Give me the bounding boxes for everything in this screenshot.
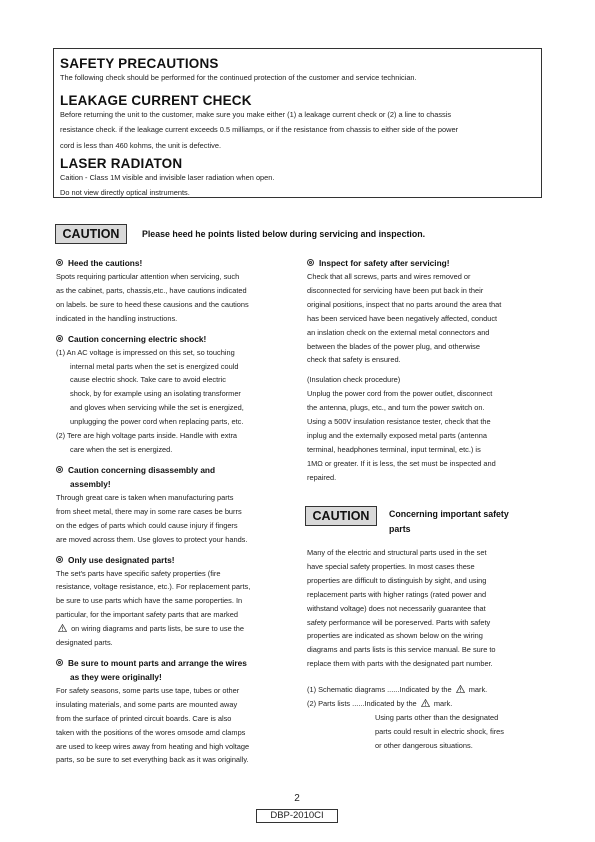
text-line: safety performance will be poreserved. Parts with safety	[307, 617, 491, 627]
double-circle-icon	[56, 556, 63, 563]
safety-intro-text: The following check should be performed for the continued protection of the customer and service technician.	[60, 73, 417, 82]
text-line: on the edges of parts which could cause injury if fingers	[56, 520, 238, 530]
text-line: properties are indicated as shown below on the wiring	[307, 631, 483, 641]
leakage-line: cord is less than 460 kohms, the unit is defective.	[60, 140, 222, 150]
text-line: disconnected for servicing have been put back in their	[307, 285, 484, 295]
inspect-heading	[307, 256, 535, 270]
double-circle-icon	[307, 259, 314, 266]
list-item-parts	[307, 697, 535, 711]
text-line: mark.	[433, 699, 453, 709]
text-line: are used to keep wires away from heating and high voltage	[56, 741, 250, 751]
text-line: Using parts other than the designated	[375, 712, 499, 722]
text-line: internal metal parts when the set is energized could	[70, 361, 239, 371]
text-line-with-icon	[56, 622, 284, 636]
designated-heading	[56, 553, 284, 567]
double-circle-icon	[56, 466, 63, 473]
text-line: have special safety properties. In most cases these	[307, 561, 475, 571]
heed-heading	[56, 256, 284, 270]
text-line: Check that all screws, parts and wires removed or	[307, 272, 471, 281]
text-line: diagrams and parts lists is this service manual. Be sure to	[307, 645, 496, 655]
inspect-title: Inspect for safety after servicing!	[319, 258, 450, 268]
text-line: check that safety is ensured.	[307, 355, 401, 365]
disassembly-title-cont: assembly!	[70, 478, 111, 489]
text-line: particular, for the important safety parts that are marked	[56, 610, 238, 620]
text-line: Through great care is taken when manufacturing parts	[56, 492, 234, 502]
shock-title: Caution concerning electric shock!	[68, 333, 207, 344]
text-line: replacement parts with higher ratings (rated power and	[307, 589, 487, 599]
mount-heading	[56, 656, 284, 670]
laser-line: Caition - Class 1M visible and invisible laser radiation when open.	[60, 173, 275, 182]
text-line: 1MΩ or greater. If it is less, the set must be inspected and	[307, 458, 496, 468]
text-line: replace them with parts with the designated part number.	[307, 659, 493, 669]
text-line: are moved across them. Use gloves to protect your hands.	[56, 534, 248, 544]
procedure-title: (Insulation check procedure)	[307, 375, 401, 385]
text-line: repaired.	[307, 472, 337, 482]
text-line: For safety seasons, some parts use tape, tubes or other	[56, 685, 240, 695]
page-number: 2	[294, 793, 300, 804]
mount-title-cont: as they were originally!	[70, 671, 162, 682]
important-parts-title: Concerning important safety	[389, 509, 509, 519]
text-line: terminal, headphones terminal, input terminal, etc.) is	[307, 444, 481, 454]
text-line: Many of the electric and structural parts used in the set	[307, 548, 487, 557]
shock-heading	[56, 332, 284, 346]
leakage-text	[60, 107, 458, 153]
text-line: indicated in the handling instructions.	[56, 313, 178, 323]
text-line: (1) Schematic diagrams ......Indicated by the	[307, 685, 452, 695]
text-line: an inslation check on the external metal connectors and	[307, 327, 490, 337]
text-line: on wiring diagrams and parts lists, be sure to use the	[71, 624, 245, 634]
text-line: as the cabinet, parts, chassis,etc., have cautions indicated	[56, 285, 247, 295]
text-line: the antenna, plugs, etc., and turn the power switch on.	[307, 403, 485, 413]
warning-triangle-icon	[421, 699, 430, 707]
important-parts-heading	[389, 507, 509, 537]
text-line: unplugging the power cord when replacing parts, etc.	[70, 417, 244, 427]
list-item-schematic	[307, 683, 535, 697]
text-line: resistance, voltage resistance, etc.). For replacement parts,	[56, 582, 251, 592]
heed-title: Heed the cautions!	[68, 258, 143, 268]
text-line: and gloves when servicing while the set is energized,	[70, 403, 244, 413]
safety-precautions-heading: SAFETY PRECAUTIONS	[60, 56, 219, 71]
text-line: (1) An AC voltage is impressed on this set, so touching	[56, 347, 235, 357]
text-line: Spots requiring particular attention when servicing, such	[56, 272, 240, 281]
text-line: from sheet metal, there may in some rare cases be burrs	[56, 506, 242, 516]
text-line: has been serviced have been negatively affected, conduct	[307, 313, 498, 323]
mount-title: Be sure to mount parts and arrange the wires	[68, 657, 247, 668]
designated-title: Only use designated parts!	[68, 554, 175, 565]
text-line: Unplug the power cord from the power outlet, disconnect	[307, 389, 493, 399]
text-line: mark.	[468, 685, 488, 695]
text-line: parts, so be sure to set everything back as it was originally.	[56, 755, 249, 765]
leakage-line: Before returning the unit to the customer, make sure you make either (1) a leakage current check or (2) a line to chassis	[60, 110, 452, 119]
text-line: cause electric shock. Take care to avoid electric	[70, 375, 226, 385]
text-line: insulating materials, and some parts are mounted away	[56, 699, 238, 709]
double-circle-icon	[56, 659, 63, 666]
text-line: original positions, inspect that no parts around the area that	[307, 299, 502, 309]
text-line: designated parts.	[56, 638, 113, 648]
text-line: (2) Tere are high voltage parts inside. Handle with extra	[56, 431, 238, 441]
warning-triangle-icon	[456, 685, 465, 693]
text-line: on labels. be sure to heed these causions and the cautions	[56, 299, 249, 309]
text-line: parts could result in electric shock, fires	[375, 726, 504, 736]
laser-line: Do not view directly optical instruments.	[60, 188, 190, 198]
right-column	[307, 256, 535, 485]
leakage-line: resistance check. if the leakage current exceeds 0.5 milliamps, or if the resistance from chassis to either side of the power	[60, 125, 459, 135]
text-line: from the surface of printed circuit boards. Care is also	[56, 713, 232, 723]
text-line: shock, by for example using an isolating transformer	[70, 389, 241, 399]
text-line: Using a 500V insulation resistance tester, check that the	[307, 417, 491, 427]
disassembly-title: Caution concerning disassembly and	[68, 464, 216, 475]
double-circle-icon	[56, 335, 63, 342]
disassembly-heading	[56, 463, 284, 477]
text-line: The set's parts have specific safety properties (fire	[56, 568, 221, 578]
text-line: taken with the positions of the wores omsode amd clamps	[56, 727, 246, 737]
leakage-heading: LEAKAGE CURRENT CHECK	[60, 93, 252, 108]
laser-heading: LASER RADIATON	[60, 156, 183, 171]
important-parts-body	[307, 546, 535, 753]
text-line: be sure to use parts which have the same poroperties. In	[56, 596, 243, 606]
caution-badge-2: CAUTION	[305, 506, 377, 526]
model-number: DBP-2010CI	[256, 809, 338, 823]
left-column	[56, 256, 284, 767]
laser-text	[60, 170, 274, 201]
warning-triangle-icon	[58, 624, 67, 632]
text-line: withstand voltage) does not necessarily guarantee that	[307, 603, 486, 613]
double-circle-icon	[56, 259, 63, 266]
caution-banner-text: Please heed he points listed below during servicing and inspection.	[142, 229, 426, 239]
text-line: properties are difficult to distinguish by sight, and using	[307, 575, 487, 585]
important-parts-title-cont: parts	[389, 524, 411, 534]
text-line: inplug and the externally exposed metal parts (antenna	[307, 430, 487, 440]
text-line: (2) Parts lists ......Indicated by the	[307, 699, 417, 709]
text-line: care when the set is energized.	[70, 444, 173, 454]
text-line: or other dangerous situations.	[375, 740, 473, 750]
text-line: between the blades of the power plug, and otherwise	[307, 341, 480, 351]
caution-badge: CAUTION	[55, 224, 127, 244]
